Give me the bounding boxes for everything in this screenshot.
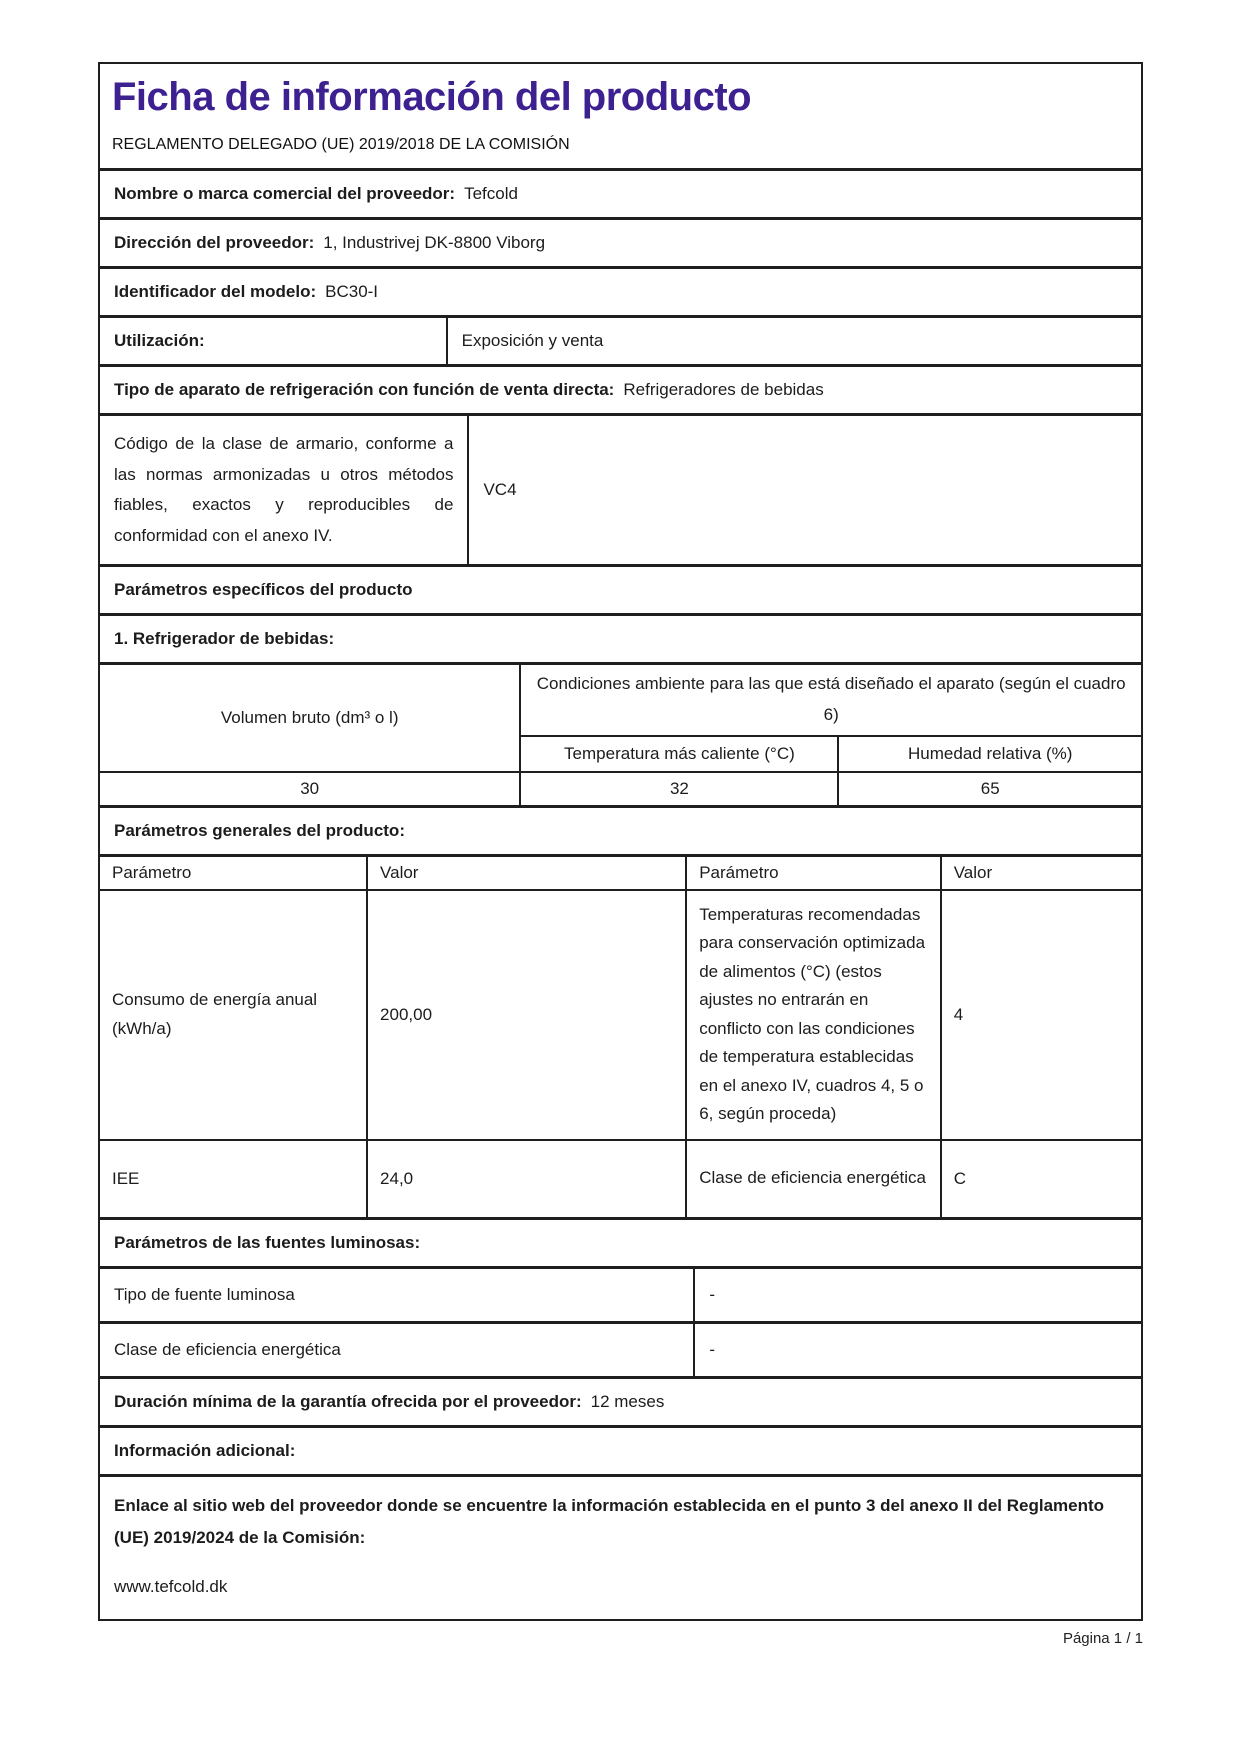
- recommended-temperatures-value: 4: [941, 890, 1142, 1140]
- annual-energy-consumption-label: Consumo de energía anual (kWh/a): [99, 890, 367, 1140]
- model-identifier-value: BC30-I: [325, 282, 379, 301]
- supplier-name-label: Nombre o marca comercial del proveedor:: [114, 184, 456, 203]
- row-weblink: [98, 1475, 1143, 1621]
- ambient-conditions-header: Condiciones ambiente para las que está diseñado el aparato (según el cuadro 6): [520, 664, 1142, 735]
- light-source-class-label: Clase de eficiencia energética: [114, 1339, 341, 1359]
- page-number: Página 1 / 1: [1062, 1630, 1143, 1647]
- column-header-value: Valor: [941, 856, 1142, 890]
- column-header-parameter: Parámetro: [99, 856, 367, 890]
- column-header-value: Valor: [367, 856, 686, 890]
- header-block: [98, 62, 1143, 170]
- page-title: Ficha de información del producto: [112, 75, 752, 119]
- eei-value: 24,0: [367, 1140, 686, 1218]
- row-warranty: [98, 1377, 1143, 1427]
- annual-energy-consumption-value: 200,00: [367, 890, 686, 1140]
- table-row: [99, 1140, 1142, 1218]
- table-header-row: [99, 856, 1142, 890]
- warranty-value: 12 meses: [590, 1391, 665, 1411]
- row-additional-info: [98, 1426, 1143, 1476]
- light-source-type-value: -: [693, 1269, 1141, 1321]
- light-source-type-label: Tipo de fuente luminosa: [114, 1284, 295, 1304]
- section-general-params: Parámetros generales del producto:: [98, 806, 1143, 856]
- relative-humidity-header: Humedad relativa (%): [838, 736, 1142, 772]
- gross-volume-header: Volumen bruto (dm³ o l): [99, 664, 520, 771]
- row-light-source-class: [98, 1322, 1143, 1378]
- appliance-type-label: Tipo de aparato de refrigeración con función de venta directa:: [114, 380, 615, 399]
- general-parameters-table: [98, 855, 1143, 1219]
- supplier-address-value: 1, Industrivej DK-8800 Viborg: [323, 233, 546, 252]
- section-light-sources: Parámetros de las fuentes luminosas:: [98, 1218, 1143, 1268]
- use-value: Exposición y venta: [446, 318, 1141, 364]
- weblink-label: Enlace al sitio web del proveedor donde se encuentre la información establecida en el punto 3 del anexo II del Reglamento (UE) 2019/2024 de la Comisión:: [114, 1495, 1105, 1548]
- weblink-url: www.tefcold.dk: [114, 1576, 228, 1596]
- supplier-name-value: Tefcold: [464, 184, 518, 203]
- table-row: [99, 664, 1142, 735]
- section-specific-params: Parámetros específicos del producto: [98, 565, 1143, 615]
- row-supplier-address: [98, 218, 1143, 268]
- regulation-subtitle: REGLAMENTO DELEGADO (UE) 2019/2018 DE LA COMISIÓN: [112, 136, 570, 153]
- recommended-temperatures-label: Temperaturas recomendadas para conservación optimizada de alimentos (°C) (estos ajustes no entrarán en conflicto con las condiciones de temperatura establecidas en el anexo IV, cuadros 4, 5 o 6, según proceda): [686, 890, 940, 1140]
- light-source-class-value: -: [693, 1324, 1141, 1376]
- cabinet-class-value: VC4: [467, 416, 1141, 564]
- subsection-beverage-cooler: 1. Refrigerador de bebidas:: [98, 614, 1143, 664]
- energy-efficiency-class-value: C: [941, 1140, 1142, 1218]
- use-label: Utilización:: [114, 331, 205, 350]
- energy-efficiency-class-label: Clase de eficiencia energética: [686, 1140, 940, 1218]
- gross-volume-value: 30: [99, 772, 520, 806]
- column-header-parameter: Parámetro: [686, 856, 940, 890]
- row-light-source-type: [98, 1267, 1143, 1323]
- appliance-type-value: Refrigeradores de bebidas: [623, 380, 824, 399]
- row-model-identifier: [98, 267, 1143, 317]
- table-row: [99, 890, 1142, 1140]
- warranty-label: Duración mínima de la garantía ofrecida por el proveedor:: [114, 1391, 582, 1411]
- table-row: [99, 772, 1142, 806]
- eei-label: IEE: [99, 1140, 367, 1218]
- row-appliance-type: [98, 365, 1143, 415]
- ambient-conditions-table: [98, 663, 1143, 806]
- relative-humidity-value: 65: [838, 772, 1142, 806]
- warmest-temperature-value: 32: [520, 772, 838, 806]
- row-cabinet-class: [98, 414, 1143, 566]
- model-identifier-label: Identificador del modelo:: [114, 282, 317, 301]
- additional-info-label: Información adicional:: [114, 1440, 296, 1460]
- row-use: [98, 316, 1143, 366]
- cabinet-class-label: Código de la clase de armario, conforme a las normas armonizadas u otros métodos fiables, exactos y reproducibles de conformidad con el anexo IV.: [114, 434, 454, 545]
- supplier-address-label: Dirección del proveedor:: [114, 233, 315, 252]
- product-information-sheet: [98, 62, 1143, 1621]
- row-supplier-name: [98, 169, 1143, 219]
- warmest-temperature-header: Temperatura más caliente (°C): [520, 736, 838, 772]
